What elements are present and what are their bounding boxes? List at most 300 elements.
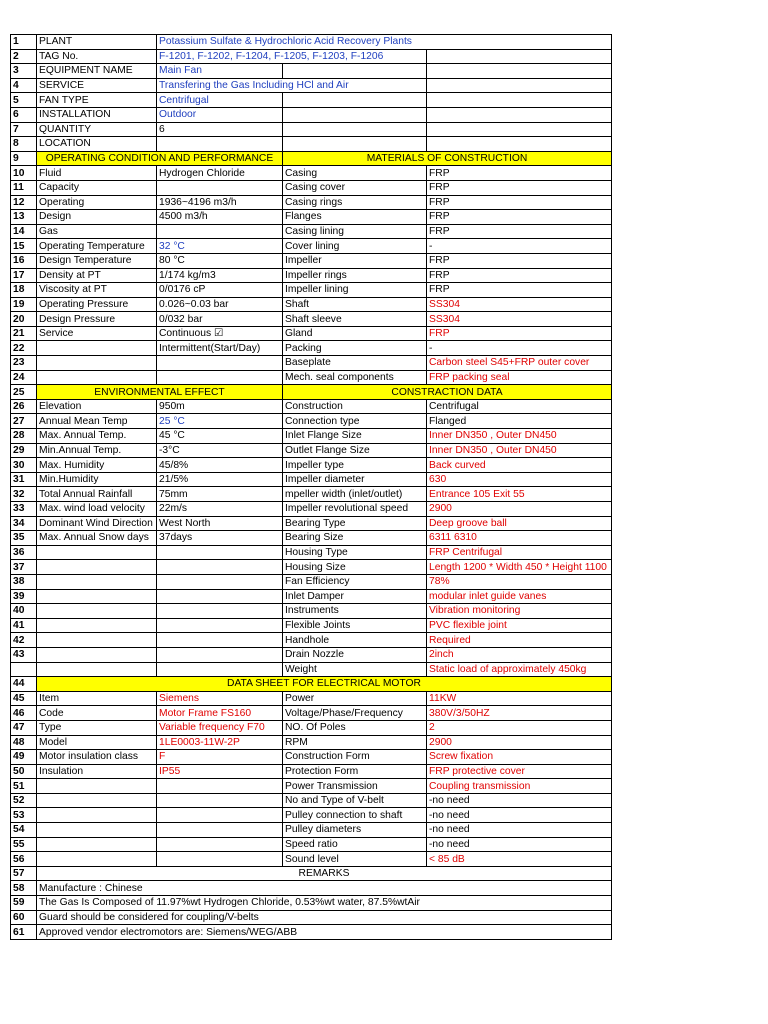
field-value: modular inlet guide vanes <box>427 589 612 604</box>
field-label <box>37 633 157 648</box>
table-row <box>11 312 612 327</box>
row-number: 55 <box>11 837 37 852</box>
field-label <box>427 78 612 93</box>
table-row <box>11 735 612 750</box>
field-label: Max. Annual Snow days <box>37 531 157 546</box>
field-value: Required <box>427 633 612 648</box>
field-value: SS304 <box>427 297 612 312</box>
table-row <box>11 881 612 896</box>
field-label: Fluid <box>37 166 157 181</box>
field-label: Connection type <box>283 414 427 429</box>
field-label <box>283 122 427 137</box>
field-value: -no need <box>427 823 612 838</box>
field-value <box>157 837 283 852</box>
field-value: Coupling transmission <box>427 779 612 794</box>
table-row <box>11 49 612 64</box>
row-number: 43 <box>11 647 37 662</box>
section-header: CONSTRACTION DATA <box>283 385 612 400</box>
row-number: 48 <box>11 735 37 750</box>
field-value: Outdoor <box>157 107 283 122</box>
row-number: 20 <box>11 312 37 327</box>
field-label: Max. Annual Temp. <box>37 429 157 444</box>
field-label: Power <box>283 691 427 706</box>
table-row <box>11 151 612 166</box>
field-value: 37days <box>157 531 283 546</box>
field-label: Casing rings <box>283 195 427 210</box>
field-label <box>37 341 157 356</box>
section-header: MATERIALS OF CONSTRUCTION <box>283 151 612 166</box>
row-number: 45 <box>11 691 37 706</box>
row-number: 38 <box>11 574 37 589</box>
field-value: 1936~4196 m3/h <box>157 195 283 210</box>
field-value: 75mm <box>157 487 283 502</box>
field-label: No and Type of V-belt <box>283 793 427 808</box>
field-value <box>157 618 283 633</box>
field-value: FRP Centrifugal <box>427 545 612 560</box>
field-value: - <box>427 341 612 356</box>
field-value: Flanged <box>427 414 612 429</box>
field-value: IP55 <box>157 764 283 779</box>
field-label <box>37 545 157 560</box>
field-label <box>37 560 157 575</box>
table-row <box>11 283 612 298</box>
row-number <box>11 662 37 677</box>
row-number: 29 <box>11 443 37 458</box>
field-label: LOCATION <box>37 137 157 152</box>
field-value: Motor Frame FS160 <box>157 706 283 721</box>
field-value: FRP <box>427 253 612 268</box>
field-value <box>427 122 612 137</box>
field-value: Intermittent(Start/Day) <box>157 341 283 356</box>
field-label <box>427 49 612 64</box>
table-row <box>11 224 612 239</box>
table-row <box>11 604 612 619</box>
table-row <box>11 35 612 50</box>
field-label: Gland <box>283 326 427 341</box>
row-number: 47 <box>11 720 37 735</box>
table-row <box>11 647 612 662</box>
field-label: Design Temperature <box>37 253 157 268</box>
row-number: 49 <box>11 750 37 765</box>
table-row <box>11 866 612 881</box>
table-row <box>11 356 612 371</box>
row-number: 35 <box>11 531 37 546</box>
table-row <box>11 823 612 838</box>
field-value <box>157 137 283 152</box>
field-label: Housing Size <box>283 560 427 575</box>
remark-line: Manufacture : Chinese <box>37 881 612 896</box>
table-row <box>11 896 612 911</box>
field-label: mpeller width (inlet/outlet) <box>283 487 427 502</box>
field-value: 0/0176 cP <box>157 283 283 298</box>
field-label: Annual Mean Temp <box>37 414 157 429</box>
field-label: Outlet Flange Size <box>283 443 427 458</box>
field-label: Flexible Joints <box>283 618 427 633</box>
row-number: 25 <box>11 385 37 400</box>
table-row <box>11 910 612 925</box>
field-value <box>427 137 612 152</box>
field-label: Protection Form <box>283 764 427 779</box>
row-number: 19 <box>11 297 37 312</box>
field-value: 78% <box>427 574 612 589</box>
field-label <box>37 370 157 385</box>
field-label: Baseplate <box>283 356 427 371</box>
row-number: 5 <box>11 93 37 108</box>
field-label <box>37 589 157 604</box>
field-label: QUANTITY <box>37 122 157 137</box>
row-number: 23 <box>11 356 37 371</box>
row-number: 40 <box>11 604 37 619</box>
table-row <box>11 808 612 823</box>
field-value: - <box>427 239 612 254</box>
row-number: 28 <box>11 429 37 444</box>
field-value <box>157 823 283 838</box>
table-row <box>11 93 612 108</box>
row-number: 17 <box>11 268 37 283</box>
field-value: F-1201, F-1202, F-1204, F-1205, F-1203, F-1206 <box>157 49 427 64</box>
field-label: Total Annual Rainfall <box>37 487 157 502</box>
field-label: Impeller diameter <box>283 472 427 487</box>
table-row <box>11 210 612 225</box>
row-number: 1 <box>11 35 37 50</box>
field-value: FRP <box>427 210 612 225</box>
row-number: 37 <box>11 560 37 575</box>
field-label: Max. wind load velocity <box>37 502 157 517</box>
table-row <box>11 107 612 122</box>
section-header: ENVIRONMENTAL EFFECT <box>37 385 283 400</box>
table-row <box>11 545 612 560</box>
field-value: 32 °C <box>157 239 283 254</box>
field-value: Variable frequency F70 <box>157 720 283 735</box>
field-label: RPM <box>283 735 427 750</box>
field-label: Motor insulation class <box>37 750 157 765</box>
field-value <box>157 545 283 560</box>
field-value: 80 °C <box>157 253 283 268</box>
row-number: 21 <box>11 326 37 341</box>
field-value: 21/5% <box>157 472 283 487</box>
field-label: Casing lining <box>283 224 427 239</box>
field-value <box>157 793 283 808</box>
field-label: Casing cover <box>283 180 427 195</box>
table-row <box>11 341 612 356</box>
row-number: 51 <box>11 779 37 794</box>
field-label: Insulation <box>37 764 157 779</box>
table-row <box>11 326 612 341</box>
field-label: Inlet Flange Size <box>283 429 427 444</box>
field-value: 1/174 kg/m3 <box>157 268 283 283</box>
field-value: 2 <box>427 720 612 735</box>
field-value: 0/032 bar <box>157 312 283 327</box>
field-value: Centrifugal <box>157 93 283 108</box>
table-row <box>11 852 612 867</box>
table-row <box>11 370 612 385</box>
field-label: PLANT <box>37 35 157 50</box>
field-value <box>157 604 283 619</box>
row-number: 3 <box>11 64 37 79</box>
field-value <box>157 370 283 385</box>
table-row <box>11 385 612 400</box>
row-number: 33 <box>11 502 37 517</box>
field-label: Impeller type <box>283 458 427 473</box>
table-row <box>11 706 612 721</box>
field-value: Potassium Sulfate & Hydrochloric Acid Recovery Plants <box>157 35 612 50</box>
field-value <box>157 180 283 195</box>
field-label: Construction <box>283 399 427 414</box>
field-label: Impeller <box>283 253 427 268</box>
field-label: Max. Humidity <box>37 458 157 473</box>
table-row <box>11 750 612 765</box>
field-value: 45/8% <box>157 458 283 473</box>
table-row <box>11 414 612 429</box>
table-row <box>11 691 612 706</box>
row-number: 61 <box>11 925 37 940</box>
field-value: 6 <box>157 122 283 137</box>
field-value: 1LE0003-11W-2P <box>157 735 283 750</box>
field-label: Capacity <box>37 180 157 195</box>
field-label: Impeller rings <box>283 268 427 283</box>
row-number: 12 <box>11 195 37 210</box>
field-value: FRP <box>427 195 612 210</box>
section-header: REMARKS <box>37 866 612 881</box>
field-value: FRP <box>427 283 612 298</box>
field-label: Handhole <box>283 633 427 648</box>
field-label: FAN TYPE <box>37 93 157 108</box>
table-row <box>11 793 612 808</box>
row-number: 32 <box>11 487 37 502</box>
table-row <box>11 779 612 794</box>
field-label <box>37 604 157 619</box>
field-label: Speed ratio <box>283 837 427 852</box>
table-row <box>11 720 612 735</box>
section-header: DATA SHEET FOR ELECTRICAL MOTOR <box>37 677 612 692</box>
row-number: 54 <box>11 823 37 838</box>
row-number: 22 <box>11 341 37 356</box>
field-value: 950m <box>157 399 283 414</box>
field-value: Siemens <box>157 691 283 706</box>
row-number: 41 <box>11 618 37 633</box>
field-label: Shaft <box>283 297 427 312</box>
table-row <box>11 180 612 195</box>
field-value: FRP <box>427 166 612 181</box>
field-label: Fan Efficiency <box>283 574 427 589</box>
field-label: Instruments <box>283 604 427 619</box>
table-row <box>11 399 612 414</box>
field-value: -3°C <box>157 443 283 458</box>
field-value: Entrance 105 Exit 55 <box>427 487 612 502</box>
field-label <box>37 808 157 823</box>
field-label <box>37 793 157 808</box>
field-label <box>283 93 427 108</box>
field-value: Screw fixation <box>427 750 612 765</box>
field-value: Transfering the Gas Including HCl and Air <box>157 78 427 93</box>
table-row <box>11 458 612 473</box>
field-label: Mech. seal components <box>283 370 427 385</box>
table-row <box>11 925 612 940</box>
field-label: Operating Temperature <box>37 239 157 254</box>
row-number: 18 <box>11 283 37 298</box>
row-number: 46 <box>11 706 37 721</box>
row-number: 59 <box>11 896 37 911</box>
field-label: Weight <box>283 662 427 677</box>
field-label: INSTALLATION <box>37 107 157 122</box>
field-label: EQUIPMENT NAME <box>37 64 157 79</box>
field-value: 11KW <box>427 691 612 706</box>
field-label: Gas <box>37 224 157 239</box>
row-number: 15 <box>11 239 37 254</box>
table-row <box>11 531 612 546</box>
field-value: Inner DN350 , Outer DN450 <box>427 443 612 458</box>
field-label: Service <box>37 326 157 341</box>
row-number: 31 <box>11 472 37 487</box>
field-value <box>157 662 283 677</box>
field-label: SERVICE <box>37 78 157 93</box>
table-row <box>11 239 612 254</box>
row-number: 53 <box>11 808 37 823</box>
table-row <box>11 195 612 210</box>
field-value: 2inch <box>427 647 612 662</box>
field-label <box>37 662 157 677</box>
field-value: FRP <box>427 180 612 195</box>
field-label: Item <box>37 691 157 706</box>
field-value: 25 °C <box>157 414 283 429</box>
table-row <box>11 64 612 79</box>
row-number: 30 <box>11 458 37 473</box>
field-value: 2900 <box>427 735 612 750</box>
field-label: Power Transmission <box>283 779 427 794</box>
row-number: 4 <box>11 78 37 93</box>
field-label: Pulley diameters <box>283 823 427 838</box>
row-number: 2 <box>11 49 37 64</box>
row-number: 9 <box>11 151 37 166</box>
field-label: Flanges <box>283 210 427 225</box>
field-label: Operating <box>37 195 157 210</box>
field-value: F <box>157 750 283 765</box>
field-value: Carbon steel S45+FRP outer cover <box>427 356 612 371</box>
field-label: Elevation <box>37 399 157 414</box>
field-label <box>283 107 427 122</box>
table-row <box>11 574 612 589</box>
row-number: 56 <box>11 852 37 867</box>
field-value <box>157 589 283 604</box>
row-number: 42 <box>11 633 37 648</box>
table-row <box>11 516 612 531</box>
field-label: Casing <box>283 166 427 181</box>
table-row <box>11 297 612 312</box>
field-value: FRP protective cover <box>427 764 612 779</box>
equipment-data-sheet <box>10 34 612 940</box>
table-row <box>11 429 612 444</box>
field-label: Construction Form <box>283 750 427 765</box>
row-number: 6 <box>11 107 37 122</box>
field-value <box>157 356 283 371</box>
field-label: Bearing Type <box>283 516 427 531</box>
field-label: Voltage/Phase/Frequency <box>283 706 427 721</box>
row-number: 11 <box>11 180 37 195</box>
field-value: Static load of approximately 450kg <box>427 662 612 677</box>
row-number: 7 <box>11 122 37 137</box>
remark-line: Approved vendor electromotors are: Siemens/WEG/ABB <box>37 925 612 940</box>
table-row <box>11 618 612 633</box>
table-row <box>11 78 612 93</box>
field-value: 2900 <box>427 502 612 517</box>
field-value: FRP packing seal <box>427 370 612 385</box>
table-row <box>11 472 612 487</box>
field-value <box>427 93 612 108</box>
field-label: Housing Type <box>283 545 427 560</box>
row-number: 58 <box>11 881 37 896</box>
table-row <box>11 589 612 604</box>
field-value: West North <box>157 516 283 531</box>
section-header: OPERATING CONDITION AND PERFORMANCE <box>37 151 283 166</box>
field-value <box>157 224 283 239</box>
field-label: Packing <box>283 341 427 356</box>
field-value: Centrifugal <box>427 399 612 414</box>
field-value <box>157 647 283 662</box>
field-value: Inner DN350 , Outer DN450 <box>427 429 612 444</box>
field-label: NO. Of Poles <box>283 720 427 735</box>
field-label: Design <box>37 210 157 225</box>
field-value: FRP <box>427 326 612 341</box>
table-row <box>11 633 612 648</box>
field-value <box>157 779 283 794</box>
table-row <box>11 166 612 181</box>
field-label: Design Pressure <box>37 312 157 327</box>
field-label <box>37 574 157 589</box>
field-label: Impeller revolutional speed <box>283 502 427 517</box>
field-label: Model <box>37 735 157 750</box>
row-number: 8 <box>11 137 37 152</box>
field-value: -no need <box>427 808 612 823</box>
field-value: Back curved <box>427 458 612 473</box>
field-label <box>37 852 157 867</box>
field-value: Length 1200 * Width 450 * Height 1100 <box>427 560 612 575</box>
table-row <box>11 677 612 692</box>
row-number: 26 <box>11 399 37 414</box>
field-label: Operating Pressure <box>37 297 157 312</box>
field-value: 380V/3/50HZ <box>427 706 612 721</box>
row-number: 60 <box>11 910 37 925</box>
field-value: < 85 dB <box>427 852 612 867</box>
row-number: 10 <box>11 166 37 181</box>
field-value: 4500 m3/h <box>157 210 283 225</box>
table-row <box>11 443 612 458</box>
field-label <box>37 837 157 852</box>
field-value: Main Fan <box>157 64 283 79</box>
row-number: 27 <box>11 414 37 429</box>
table-row <box>11 764 612 779</box>
field-label <box>283 137 427 152</box>
field-label <box>37 356 157 371</box>
remark-line: The Gas Is Composed of 11.97%wt Hydrogen Chloride, 0.53%wt water, 87.5%wtAir <box>37 896 612 911</box>
table-row <box>11 268 612 283</box>
row-number: 24 <box>11 370 37 385</box>
field-label: Cover lining <box>283 239 427 254</box>
table-row <box>11 137 612 152</box>
field-label <box>37 779 157 794</box>
field-value <box>157 852 283 867</box>
field-label: TAG No. <box>37 49 157 64</box>
sheet-body <box>11 35 612 940</box>
field-label: Viscosity at PT <box>37 283 157 298</box>
field-value: Vibration monitoring <box>427 604 612 619</box>
row-number: 16 <box>11 253 37 268</box>
field-label: Sound level <box>283 852 427 867</box>
field-value: FRP <box>427 224 612 239</box>
field-label: Min.Annual Temp. <box>37 443 157 458</box>
field-value: Deep groove ball <box>427 516 612 531</box>
field-label: Type <box>37 720 157 735</box>
row-number: 34 <box>11 516 37 531</box>
